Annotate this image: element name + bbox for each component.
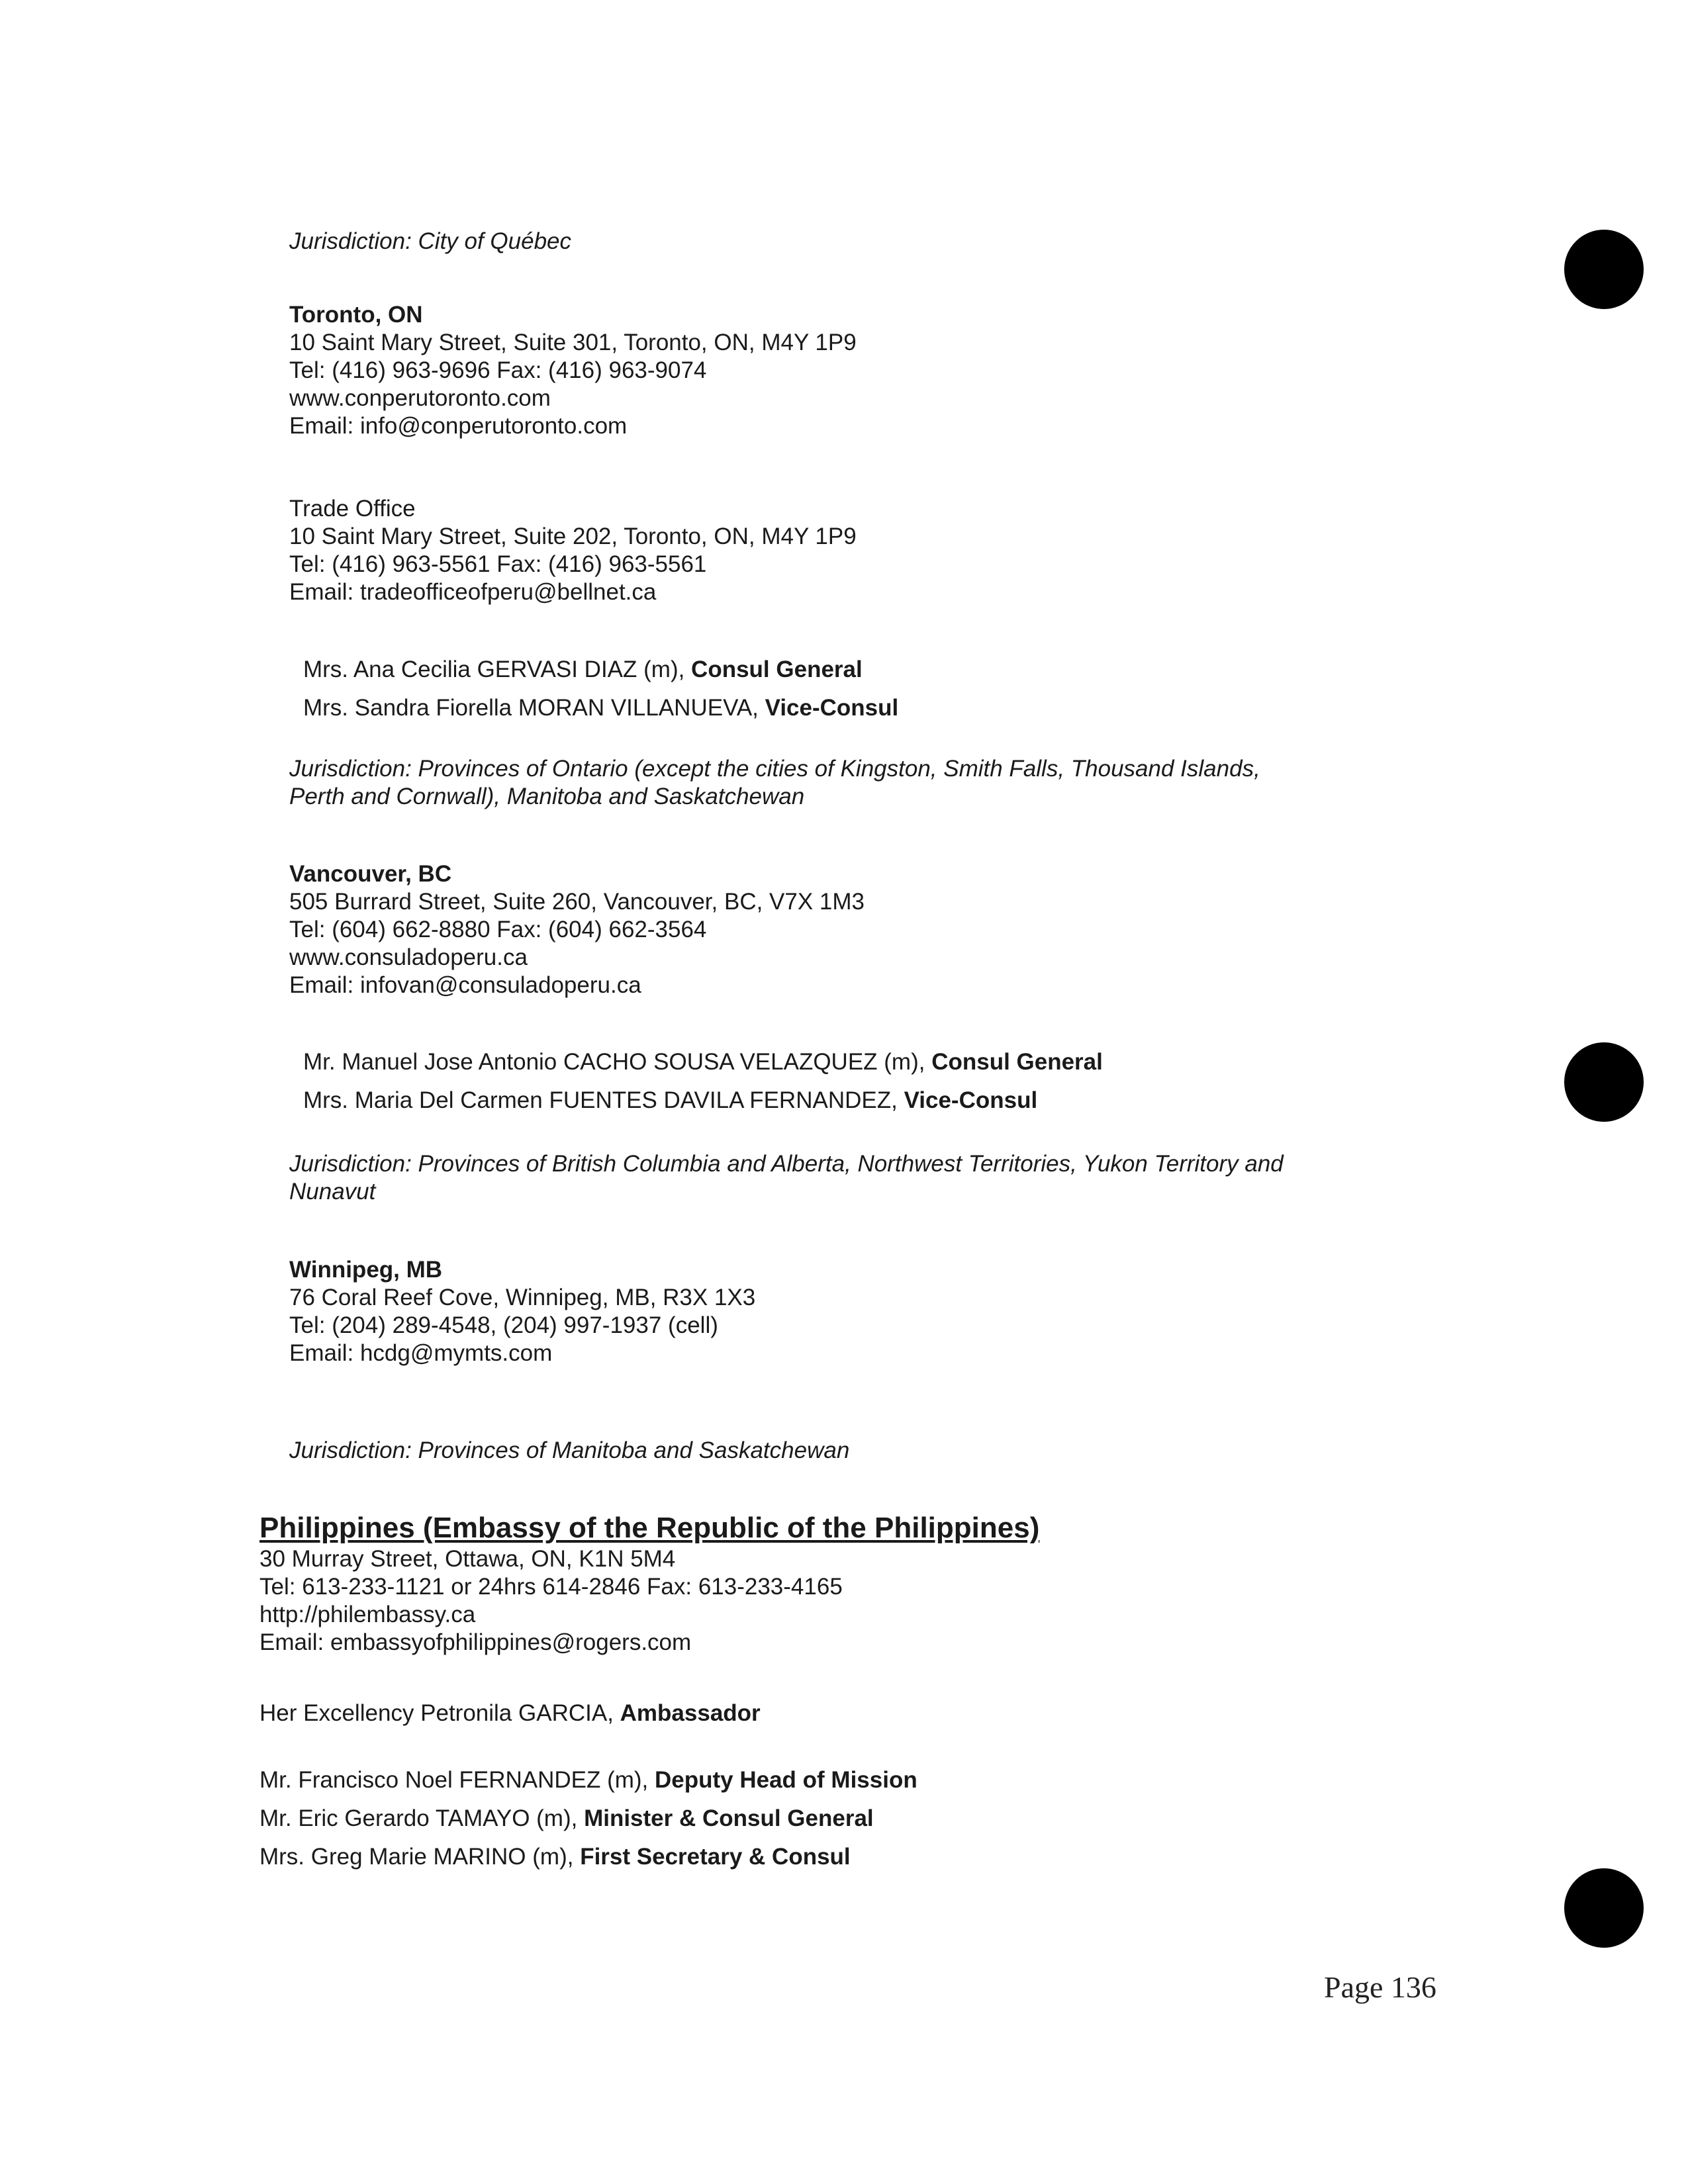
trade-office-address: 10 Saint Mary Street, Suite 202, Toronto, ON, M4Y 1P9 bbox=[289, 523, 857, 549]
jurisdiction-line: Perth and Cornwall), Manitoba and Saskatchewan bbox=[289, 784, 805, 809]
jurisdiction-line: Jurisdiction: Provinces of Ontario (except the cities of Kingston, Smith Falls, Thousand Islands, bbox=[289, 756, 1260, 782]
philippines-website[interactable]: http://philembassy.ca bbox=[259, 1602, 476, 1627]
winnipeg-address: 76 Coral Reef Cove, Winnipeg, MB, R3X 1X3 bbox=[289, 1285, 756, 1310]
staff-entry bbox=[259, 1799, 917, 1838]
philippines-phone: Tel: 613-233-1121 or 24hrs 614-2846 Fax: 613-233-4165 bbox=[259, 1574, 843, 1600]
staff-entry bbox=[259, 1838, 917, 1876]
staff-name: Mr. Manuel Jose Antonio CACHO SOUSA VELAZQUEZ (m), bbox=[303, 1049, 932, 1075]
ambassador-entry bbox=[259, 1694, 761, 1733]
vancouver-consulate bbox=[289, 860, 865, 999]
vancouver-website[interactable]: www.consuladoperu.ca bbox=[289, 944, 528, 970]
jurisdiction-line: Jurisdiction: Provinces of British Columbia and Alberta, Northwest Territories, Yukon Territory and bbox=[289, 1151, 1284, 1177]
vancouver-heading: Vancouver, BC bbox=[289, 861, 452, 887]
staff-entry bbox=[303, 1081, 1103, 1120]
staff-title: Vice-Consul bbox=[904, 1087, 1038, 1113]
staff-title: Consul General bbox=[931, 1049, 1103, 1075]
page-number: Page 136 bbox=[1324, 1970, 1436, 2004]
toronto-address: 10 Saint Mary Street, Suite 301, Toronto, ON, M4Y 1P9 bbox=[289, 330, 857, 355]
staff-title: Vice-Consul bbox=[765, 695, 899, 721]
punch-hole bbox=[1564, 230, 1644, 309]
punch-hole bbox=[1564, 1042, 1644, 1122]
staff-name: Mrs. Greg Marie MARINO (m), bbox=[259, 1844, 581, 1870]
staff-name: Mrs. Ana Cecilia GERVASI DIAZ (m), bbox=[303, 657, 692, 682]
staff-name: Mr. Eric Gerardo TAMAYO (m), bbox=[259, 1805, 585, 1831]
staff-entry bbox=[303, 689, 898, 727]
staff-name: Mrs. Maria Del Carmen FUENTES DAVILA FERNANDEZ, bbox=[303, 1087, 904, 1113]
jurisdiction-line: Nunavut bbox=[289, 1179, 376, 1205]
staff-name: Mr. Francisco Noel FERNANDEZ (m), bbox=[259, 1767, 655, 1793]
staff-entry bbox=[303, 651, 898, 689]
winnipeg-heading: Winnipeg, MB bbox=[289, 1257, 443, 1283]
staff-title: Ambassador bbox=[620, 1700, 761, 1726]
jurisdiction-bc bbox=[289, 1150, 1284, 1206]
vancouver-address: 505 Burrard Street, Suite 260, Vancouver, BC, V7X 1M3 bbox=[289, 889, 865, 915]
country-heading: Philippines (Embassy of the Republic of the Philippines) bbox=[259, 1512, 1040, 1544]
vancouver-phone: Tel: (604) 662-8880 Fax: (604) 662-3564 bbox=[289, 917, 707, 942]
vancouver-staff-list bbox=[303, 1043, 1103, 1120]
jurisdiction-ontario bbox=[289, 755, 1260, 811]
staff-title: Deputy Head of Mission bbox=[655, 1767, 917, 1793]
philippines-address: 30 Murray Street, Ottawa, ON, K1N 5M4 bbox=[259, 1546, 676, 1572]
toronto-consulate bbox=[289, 301, 857, 440]
staff-name: Mrs. Sandra Fiorella MORAN VILLANUEVA, bbox=[303, 695, 765, 721]
winnipeg-consulate bbox=[289, 1256, 755, 1367]
staff-entry bbox=[303, 1043, 1103, 1081]
jurisdiction-manitoba: Jurisdiction: Provinces of Manitoba and Saskatchewan bbox=[289, 1437, 850, 1463]
vancouver-email[interactable]: Email: infovan@consuladoperu.ca bbox=[289, 972, 641, 998]
staff-entry bbox=[259, 1761, 917, 1799]
staff-name: Her Excellency Petronila GARCIA, bbox=[259, 1700, 620, 1726]
toronto-website[interactable]: www.conperutoronto.com bbox=[289, 385, 551, 411]
staff-entry bbox=[259, 1694, 761, 1733]
toronto-email[interactable]: Email: info@conperutoronto.com bbox=[289, 413, 628, 439]
philippines-email[interactable]: Email: embassyofphilippines@rogers.com bbox=[259, 1629, 692, 1655]
staff-title: First Secretary & Consul bbox=[580, 1844, 851, 1870]
jurisdiction-quebec: Jurisdiction: City of Québec bbox=[289, 228, 572, 254]
trade-office-email[interactable]: Email: tradeofficeofperu@bellnet.ca bbox=[289, 579, 657, 605]
trade-office-heading: Trade Office bbox=[289, 496, 416, 522]
winnipeg-email[interactable]: Email: hcdg@mymts.com bbox=[289, 1340, 553, 1366]
staff-title: Minister & Consul General bbox=[584, 1805, 874, 1831]
toronto-heading: Toronto, ON bbox=[289, 302, 423, 328]
philippines-embassy bbox=[259, 1511, 1039, 1657]
trade-office-phone: Tel: (416) 963-5561 Fax: (416) 963-5561 bbox=[289, 551, 707, 577]
winnipeg-phone: Tel: (204) 289-4548, (204) 997-1937 (cell) bbox=[289, 1312, 718, 1338]
toronto-staff-list bbox=[303, 651, 898, 727]
punch-hole bbox=[1564, 1868, 1644, 1948]
philippines-staff-list bbox=[259, 1761, 917, 1876]
toronto-phone: Tel: (416) 963-9696 Fax: (416) 963-9074 bbox=[289, 357, 707, 383]
staff-title: Consul General bbox=[691, 657, 863, 682]
trade-office bbox=[289, 495, 857, 606]
